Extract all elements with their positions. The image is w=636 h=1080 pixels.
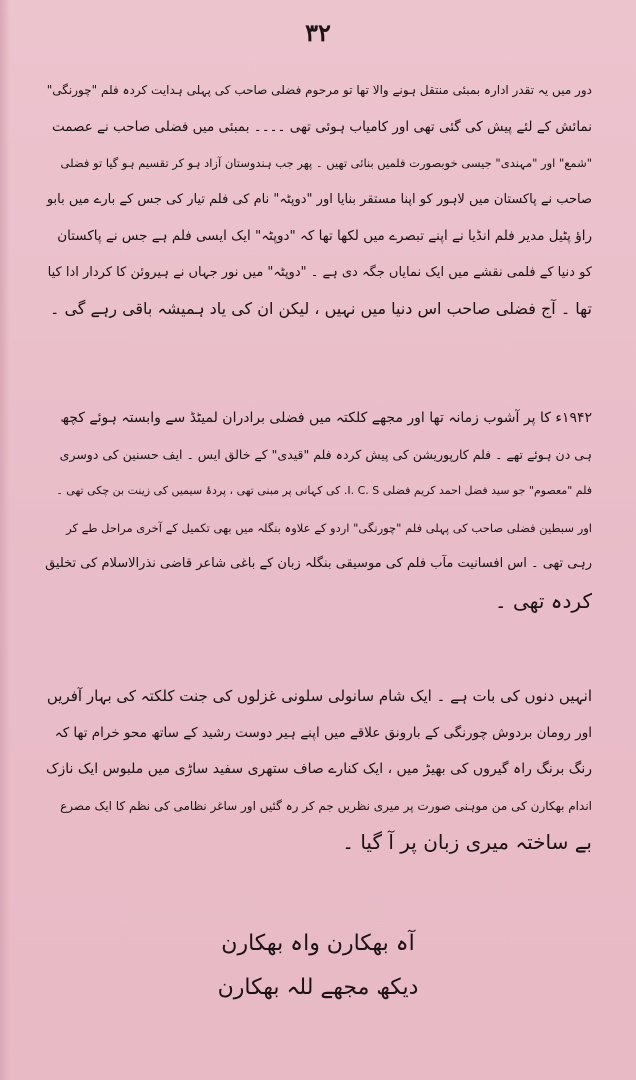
text-line: اور سبطین فضلی صاحب کی پہلی فلم "چورنگی" اردو کے علاوہ بنگلہ میں بھی تکمیل کے آخری مراحل طے کر — [66, 520, 592, 535]
text-line: دور میں یہ تقدر ادارہ بمبئی منتقل ہونے والا تھا تو مرحوم فضلی صاحب کی پہلی ہدایت کردہ فلم "چورنگی" — [46, 83, 592, 97]
text-line: تھا ۔ آج فضلی صاحب اس دنیا میں نہیں ، لیکن ان کی یاد ہمیشہ باقی رہے گی ۔ — [50, 299, 592, 318]
text-line: رہی تھی ۔ اس افسانیت مآب فلم کی موسیقی بنگلہ زبان کے باغی شاعر قاضی نذرالاسلام کی تخلیق — [45, 556, 592, 571]
paragraph-2 — [44, 400, 592, 619]
text-line: کردہ تھی ۔ — [494, 588, 592, 613]
text-line: "شمع" اور "مہندی" جیسی خوبصورت فلمیں بنائی تھیں ۔ پھر جب ہندوستان آزاد ہو کر تقسیم ہو گیا تو فضلی — [60, 156, 592, 170]
text-line: اندام بھکارن کی من موہنی صورت پر میری نظریں جم کر رہ گئیں اور ساغر نظامی کی نظم کا ایک مصرع — [60, 798, 592, 813]
text-line: ہی دن ہوئے تھے ۔ فلم کارپوریشن کی پیش کردہ فلم "قیدی" کے خالق ایس ۔ ایف حسنین کی دوسری — [59, 446, 592, 462]
text-line: انہیں دنوں کی بات ہے ۔ ایک شام سانولی سلونی غزلوں کی جنت کلکتہ کی بہار آفریں — [46, 687, 592, 705]
text-line: رنگ برنگ راہ گیروں کی بھیڑ میں ، ایک کنارے صاف ستھری سفید ساڑی میں ملبوس ایک نازک — [45, 761, 592, 777]
page-edge-shadow — [0, 0, 10, 1080]
poem-line: آہ بھکارن واہ بھکارن — [221, 931, 415, 956]
text-line: بے ساختہ میری زبان پر آ گیا ۔ — [342, 830, 592, 854]
text-line: راؤ پٹیل مدیر فلم انڈیا نے اپنے تبصرے میں لکھا تھا کہ "دوپٹہ" ایک ایسی فلم ہے جس نے پاکستان — [57, 228, 592, 244]
page-number: ۳۲ — [305, 18, 331, 47]
text-line: ۱۹۴۲ء کا پر آشوب زمانہ تھا اور مجھے کلکتہ میں فضلی برادران لمیٹڈ سے وابستہ ہوئے کچھ — [60, 410, 592, 426]
text-line: فلم "معصوم" جو سید فضل احمد کریم فضلی I. C. S. کی کہانی پر مبنی تھی ، پردۂ سیمیں کی زینت بن چکی تھی ۔ — [56, 484, 592, 497]
text-line: کو دنیا کے فلمی نقشے میں ایک نمایاں جگہ دی ہے ۔ "دوپٹہ" میں نور جہاں نے ہیروئن کا کردار ادا کیا — [47, 264, 592, 280]
text-line: اور رومان بردوش چورنگی کے بارونق علاقے میں اپنے ہیر دوست رشید کے ساتھ محو خرام تھا کہ — [54, 724, 592, 741]
paragraph-1 — [44, 72, 592, 328]
text-line: نمائش کے لئے پیش کی گئی تھی اور کامیاب ہوئی تھی ۔۔۔۔ بمبئی میں فضلی صاحب نے عصمت — [51, 118, 592, 135]
paragraph-3 — [44, 678, 592, 861]
text-line: صاحب نے پاکستان میں لاہور کو اپنا مستقر بنایا اور "دوپٹہ" نام کی فلم تیار کی جس کے بارے میں بابو — [46, 191, 592, 207]
poem-couplet — [0, 922, 636, 1010]
poem-line: دیکھ مجھے للہ بھکارن — [217, 975, 419, 1000]
